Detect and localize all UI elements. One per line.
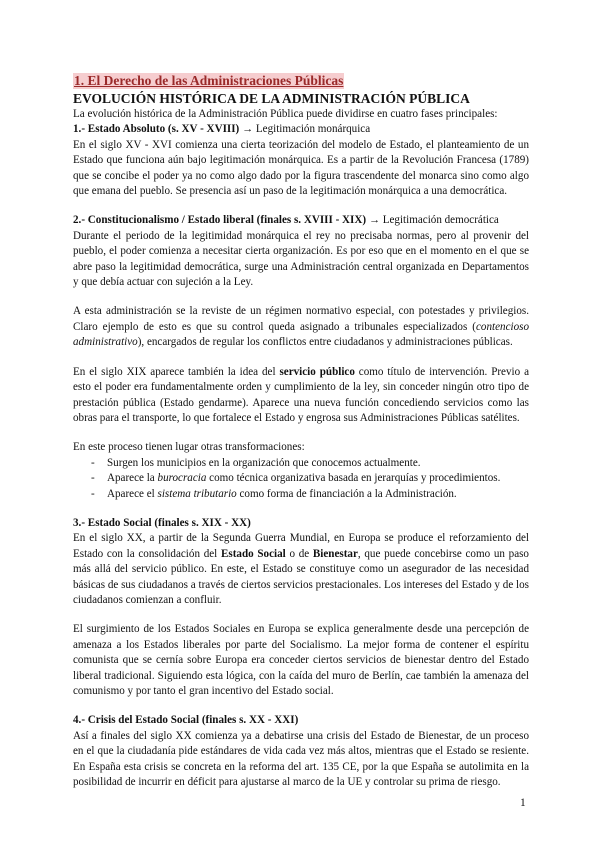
bullet-dash: - [91,456,95,469]
list-item-text: Surgen los municipios en la organización que conocemos actualmente. [107,456,421,469]
section-1-heading-rest: Legitimación monárquica [255,123,371,136]
section-2-p2-text-a: A esta administración se la reviste de un régimen normativo especial, con potestades y privilegios. Claro ejemplo de esto es que su control queda asignado a tribunales especializados ( [73,305,529,333]
section-2-heading-rest: Legitimación democrática [382,214,499,227]
section-2-p3-bold: servicio público [279,365,355,378]
list-item [91,487,529,502]
section-1-heading [73,122,529,137]
section-2-paragraph-2 [73,304,529,350]
section-2-paragraph-1: Durante el periodo de la legitimidad monárquica el rey no precisaba normas, pero al provenir del pueblo, el poder comienza a necesitar cierta organización. Es por eso que en el momento en el que se abre paso la legitimidad democrática, surge una Administración central organizada en Departamentos y que debía actuar con sujeción a la Ley. [73,229,529,289]
list-item-text-b: como forma de financiación a la Administración. [236,487,457,500]
page-number: 1 [520,797,526,809]
list-item [91,471,529,486]
bullet-dash: - [91,472,95,485]
section-2-p3-text-b: como título de intervención. Previo a esto el poder era fundamentalmente orden y cumplimiento de la ley, sin conceder ningún otro tipo de prestación pública (Estado gendarme). Aparece una nueva función concediendo servicios como las obras para el transporte, lo que fortalece el Estado y engrosa sus Administraciones Públicas satélites. [73,365,529,424]
transformations-list [73,456,529,502]
section-4-paragraph: Así a finales del siglo XX comienza ya a debatirse una crisis del Estado de Bienestar, de un proceso en el que la ciudadanía pide estándares de vida cada vez más altos, mientras que el Estado se resiente. En España esta crisis se concreta en la reforma del art. 135 CE, por la que España se autolimita en la posibilidad de incurrir en déficit para ajustarse al marco de la UE y controlar su prima de riesgo. [73,729,529,789]
section-2-p2-italic: contencioso administrativo [73,320,529,349]
list-item-text-a: Aparece la [107,472,158,485]
section-3-paragraph-1 [73,531,529,608]
section-3-p1-text-a: En el siglo XX, a partir de la Segunda Guerra Mundial, en Europa se produce el reforzamiento del Estado con la consolidación del [73,532,529,560]
section-2-heading-bold: 2.- Constitucionalismo / Estado liberal (finales s. XVIII - XIX) [73,214,367,227]
list-item-italic: sistema tributario [157,487,237,500]
section-3-paragraph-2: El surgimiento de los Estados Sociales en Europa se explica generalmente desde una percepción de amenaza a los Estados liberales por parte del Socialismo. La mejor forma de contener el espíritu comunista que se cernía sobre Europa era conceder ciertos servicios de bienestar dentro del Estado liberal tradicional. Siguiendo esta lógica, con la caída del muro de Berlín, cae también la amenaza del comunismo y por tanto el gran incentivo del Estado social. [73,623,529,697]
list-item-text-b: como técnica organizativa basada en jerarquías y procedimientos. [206,472,501,485]
section-4-heading-bold: 4.- Crisis del Estado Social (finales s. XX - XXI) [73,714,299,727]
section-3-p1-text-b: , que puede concebirse como un paso más allá del servicio público. En este, el Estado se constituye como un asegurador de las necesidad básicas de sus ciudadanos a través de ciertos servicios prestacionales. Los intereses del Estado y de los ciudadanos comienzan a confluir. [73,547,529,606]
document-title: 1. El Derecho de las Administraciones Públicas [74,73,344,88]
section-2-p2-text-b: ), encargados de regular los conflictos entre ciudadanos y administraciones públicas. [137,336,513,349]
list-item [91,456,529,471]
document-subtitle: EVOLUCIÓN HISTÓRICA DE LA ADMINISTRACIÓN PÚBLICA [73,91,470,106]
section-3-heading-bold: 3.- Estado Social (finales s. XIX - XX) [73,516,251,529]
section-2-paragraph-3 [73,365,529,427]
list-item-text-a: Aparece el [107,487,158,500]
section-1-paragraph: En el siglo XV - XVI comienza una cierta teorización del modelo de Estado, el planteamiento de un Estado que funciona aún bajo legitimación monárquica. Es a partir de la Revolución Francesa (1789) que se concibe el poder ya no como algo dado por la figura trascendente del monarca sino como algo que emana del pueblo. Se presencia así un paso de la legitimación monárquica a una democrática. [73,138,529,198]
intro-paragraph: La evolución histórica de la Administración Pública puede dividirse en cuatro fases principales: [73,108,498,120]
section-3-p1-bold-2: Bienestar [312,547,358,560]
section-3-p1-mid: o de [285,547,313,560]
section-2-arrow: → [366,214,383,227]
section-3-heading [73,516,529,531]
bullet-dash: - [91,487,95,500]
section-2-paragraph-4: En este proceso tienen lugar otras transformaciones: [73,441,305,454]
list-item-italic: burocracia [157,472,207,485]
section-2-heading [73,213,529,228]
document-body [73,72,529,790]
section-1-arrow: → [239,123,256,136]
section-2-p3-text-a: En el siglo XIX aparece también la idea del [73,365,280,378]
section-3-p1-bold-1: Estado Social [220,547,286,560]
section-4-heading [73,713,529,728]
section-1-heading-bold: 1.- Estado Absoluto (s. XV - XVIII) [73,123,240,136]
